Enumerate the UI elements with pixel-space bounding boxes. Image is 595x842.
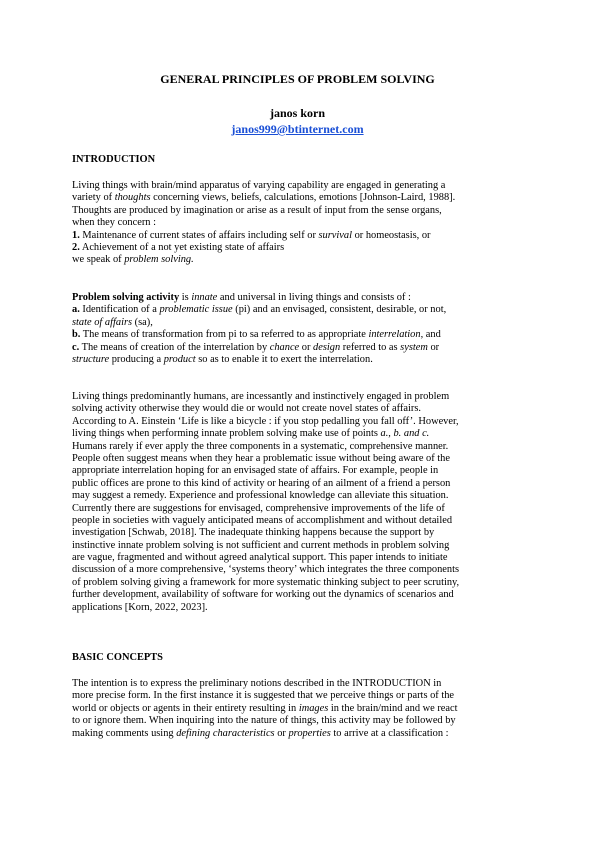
text-run: defining characteristics bbox=[176, 727, 275, 739]
text-line bbox=[72, 527, 524, 539]
text-run: when they concern : bbox=[72, 217, 156, 229]
text-line bbox=[72, 180, 524, 192]
text-run: a. bbox=[72, 304, 80, 316]
text-run: Identification of a bbox=[79, 304, 160, 316]
text-run: images bbox=[298, 702, 329, 714]
text-line bbox=[72, 703, 524, 715]
text-line bbox=[72, 342, 524, 354]
text-run: referred to as bbox=[340, 341, 401, 353]
text-run: properties bbox=[288, 727, 331, 739]
text-line bbox=[72, 354, 524, 366]
text-line bbox=[72, 329, 524, 341]
text-run: b. bbox=[72, 329, 81, 341]
text-run: problematic issue bbox=[159, 304, 233, 316]
text-run: concerning views, beliefs, calculations, emotions [Johnson-Laird, 1988]. bbox=[150, 192, 456, 204]
text-run: innate bbox=[191, 292, 218, 303]
text-run: Maintenance of current states of affairs including self or bbox=[79, 229, 319, 241]
text-run: to or ignore them. When inquiring into the nature of things, this activity may be followed by bbox=[72, 715, 456, 727]
text-run: 1. bbox=[72, 229, 80, 241]
email-link[interactable]: janos999@btinternet.com bbox=[231, 122, 364, 136]
text-line bbox=[72, 428, 524, 440]
text-line bbox=[72, 540, 524, 552]
text-run: and bbox=[423, 329, 441, 341]
text-run: investigation [Schwab, 2018]. The inadequate thinking happens because the support by bbox=[72, 527, 435, 539]
text-run: or bbox=[274, 727, 289, 739]
text-run: instinctive innate problem solving is not sufficient and current methods in problem solving bbox=[72, 539, 450, 551]
text-run: According to A. Einstein ‘Life is like a bicycle : if you stop pedalling you fall off’. However, bbox=[72, 415, 459, 427]
text-run: people in societies with vaguely anticipated means of accomplishment and without detailed bbox=[72, 514, 453, 526]
text-run: The means of creation of the interrelation by bbox=[79, 341, 270, 353]
text-run: structure bbox=[72, 353, 110, 365]
text-run: living things when performing innate problem solving make use of points bbox=[72, 428, 381, 440]
text-line bbox=[72, 192, 524, 204]
text-run: a., b. and c. bbox=[380, 428, 430, 440]
text-run: Currently there are suggestions for envisaged, comprehensive improvements of the life of bbox=[72, 502, 445, 514]
text-line bbox=[72, 589, 524, 601]
text-line bbox=[72, 441, 524, 453]
text-run: appropriate interrelation hoping for an envisaged state of affairs. For example, people in bbox=[72, 465, 439, 477]
paragraph bbox=[72, 678, 524, 740]
section-heading-introduction: INTRODUCTION bbox=[72, 154, 156, 165]
text-run: The means of transformation from pi to sa referred to as appropriate bbox=[80, 329, 369, 341]
text-run: public offices are prone to this kind of activity or hearing of an ailment of a friend a person bbox=[72, 477, 451, 489]
text-run: applications [Korn, 2022, 2023]. bbox=[72, 601, 208, 613]
text-run: The intention is to express the preliminary notions described in the INTRODUCTION in bbox=[72, 678, 442, 689]
text-line bbox=[72, 254, 524, 266]
paragraph bbox=[72, 180, 524, 267]
text-line bbox=[72, 564, 524, 576]
text-run: state of affairs bbox=[72, 316, 133, 328]
author-email bbox=[0, 122, 595, 136]
text-line bbox=[72, 515, 524, 527]
text-run: solving activity otherwise they would die or would not create novel states of affairs. bbox=[72, 403, 421, 415]
text-run: Problem solving activity bbox=[72, 292, 180, 303]
text-run: world or objects or agents in their entirety resulting in bbox=[72, 702, 299, 714]
text-line bbox=[72, 317, 524, 329]
text-run: we speak of bbox=[72, 254, 125, 266]
text-line bbox=[72, 403, 524, 415]
text-run: or homeostasis, or bbox=[352, 229, 431, 241]
text-run: survival bbox=[318, 229, 352, 241]
text-run: more precise form. In the first instance it is suggested that we perceive things or parts of the bbox=[72, 690, 455, 702]
text-run: or bbox=[427, 341, 440, 353]
text-run: interrelation, bbox=[368, 329, 424, 341]
text-run: (pi) and an envisaged, consistent, desirable, or not, bbox=[232, 304, 447, 316]
author-name: janos korn bbox=[269, 106, 325, 120]
text-run: Humans rarely if ever apply the three components in a systematic, comprehensive manner. bbox=[72, 440, 449, 452]
text-line bbox=[72, 391, 524, 403]
text-line bbox=[72, 217, 524, 229]
text-line bbox=[72, 728, 524, 740]
text-run: further development, availability of software for working out the dynamics of scenarios and bbox=[72, 589, 454, 601]
text-line bbox=[72, 503, 524, 515]
text-line bbox=[72, 230, 524, 242]
text-run: are vague, fragmented and without agreed analytical support. This paper intends to initiate bbox=[72, 552, 448, 564]
text-run: (sa), bbox=[132, 316, 153, 328]
text-run: problem solving. bbox=[124, 254, 194, 266]
text-run: of problem solving giving a framework for more systematic thinking subject to peer scrutiny, bbox=[72, 576, 460, 588]
text-run: discussion of a more comprehensive, ‘systems theory’ which integrates the three components bbox=[72, 564, 460, 576]
text-line bbox=[72, 304, 524, 316]
paper-title: GENERAL PRINCIPLES OF PROBLEM SOLVING bbox=[160, 72, 435, 86]
text-run: chance bbox=[269, 341, 300, 353]
text-line bbox=[72, 715, 524, 727]
text-run: in the brain/mind and we react bbox=[328, 702, 458, 714]
text-run: design bbox=[313, 341, 341, 353]
text-line bbox=[72, 292, 524, 304]
text-run: and universal in living things and consists of : bbox=[217, 292, 411, 303]
text-line bbox=[72, 552, 524, 564]
text-run: Thoughts are produced by imagination or arise as a result of input from the sense organs, bbox=[72, 204, 442, 216]
text-line bbox=[72, 577, 524, 589]
text-line bbox=[72, 478, 524, 490]
text-line bbox=[72, 465, 524, 477]
text-line bbox=[72, 678, 524, 690]
text-line bbox=[72, 205, 524, 217]
text-run: or bbox=[299, 341, 314, 353]
paragraph bbox=[72, 292, 524, 366]
text-run: Living things with brain/mind apparatus of varying capability are engaged in generating a bbox=[72, 180, 446, 191]
text-run: Living things predominantly humans, are incessantly and instinctively engaged in problem bbox=[72, 391, 450, 402]
text-line bbox=[72, 690, 524, 702]
text-run: c. bbox=[72, 341, 80, 353]
text-run: thoughts bbox=[114, 192, 151, 204]
text-line bbox=[72, 242, 524, 254]
paragraph bbox=[72, 391, 524, 614]
text-run: 2. bbox=[72, 241, 80, 253]
text-line bbox=[72, 453, 524, 465]
text-run: to arrive at a classification : bbox=[330, 727, 449, 739]
text-run: system bbox=[400, 341, 428, 353]
text-run: so as to enable it to exert the interrelation. bbox=[195, 353, 373, 365]
text-run: variety of bbox=[72, 192, 115, 204]
text-run: product bbox=[163, 353, 196, 365]
text-line bbox=[72, 490, 524, 502]
text-line bbox=[72, 416, 524, 428]
text-run: Achievement of a not yet existing state of affairs bbox=[79, 241, 285, 253]
section-heading-basic-concepts: BASIC CONCEPTS bbox=[72, 652, 163, 663]
text-run: producing a bbox=[109, 353, 164, 365]
text-line bbox=[72, 602, 524, 614]
text-run: is bbox=[179, 292, 192, 303]
text-run: may suggest a remedy. Experience and professional knowledge can alleviate this situation. bbox=[72, 490, 449, 502]
text-run: People often suggest means when they hear a problematic issue without being aware of the bbox=[72, 452, 450, 464]
text-run: making comments using bbox=[72, 727, 177, 739]
